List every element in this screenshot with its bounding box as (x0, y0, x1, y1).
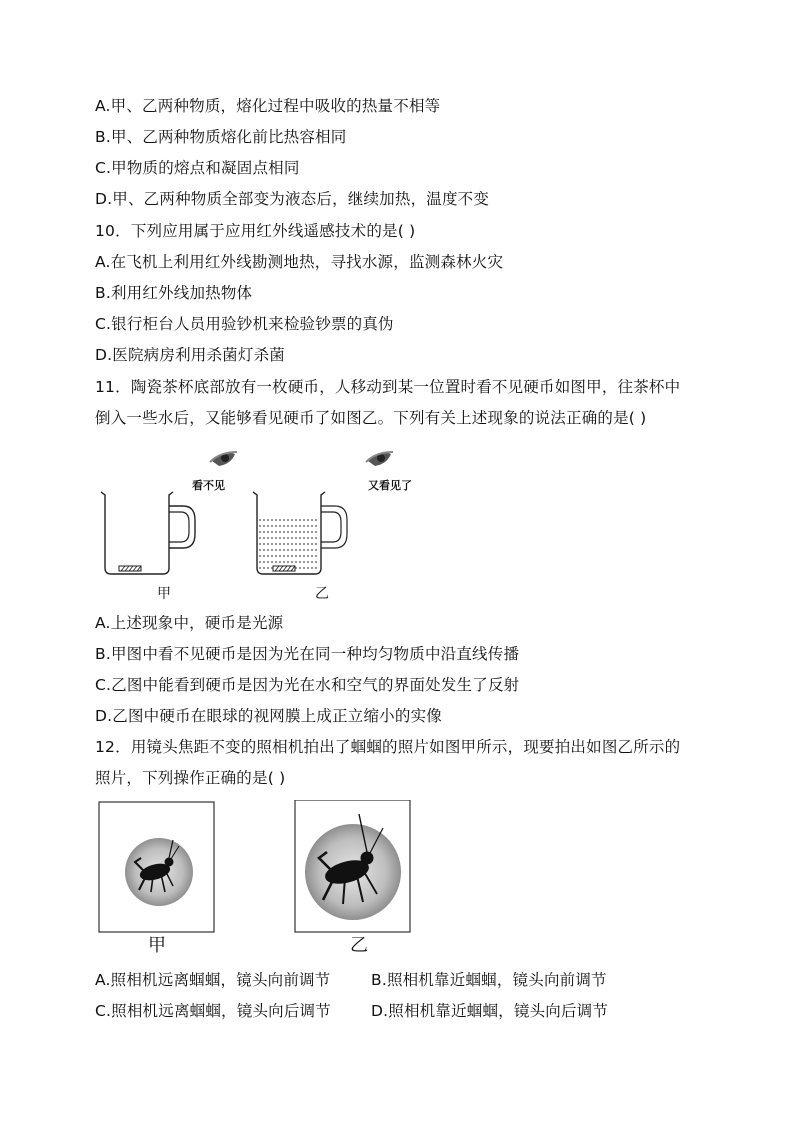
cup-left (101, 492, 195, 574)
q12-option-b: B.照相机靠近蝈蝈，镜头向前调节 (371, 971, 607, 989)
q11-stem-line2: 倒入一些水后，又能够看见硬币了如图乙。下列有关上述现象的说法正确的是( ) (95, 409, 647, 427)
q12-option-d: D.照相机靠近蝈蝈，镜头向后调节 (371, 1002, 609, 1020)
caption-yi-photo: 乙 (350, 935, 368, 956)
water (259, 520, 319, 568)
eye-icon-right (366, 452, 393, 466)
q10-option-b: B.利用红外线加热物体 (95, 284, 253, 302)
cup-right (253, 492, 347, 574)
q11-option-d: D.乙图中硬币在眼球的视网膜上成正立缩小的实像 (95, 707, 442, 725)
q10-option-d: D.医院病房利用杀菌灯杀菌 (95, 346, 285, 364)
q9-option-c: C.甲物质的熔点和凝固点相同 (95, 159, 300, 177)
q12-option-c: C.照相机远离蝈蝈，镜头向后调节 (95, 1002, 331, 1020)
grasshopper-figure (97, 800, 417, 936)
q12-stem-line2: 照片，下列操作正确的是( ) (95, 769, 286, 787)
caption-yi-cup: 乙 (315, 586, 329, 602)
q10-option-a: A.在飞机上利用红外线勘测地热，寻找水源，监测森林火灾 (95, 253, 504, 271)
q12-option-a: A.照相机远离蝈蝈，镜头向前调节 (95, 971, 331, 989)
eye-icon-left (210, 452, 237, 466)
q9-option-d: D.甲、乙两种物质全部变为液态后，继续加热，温度不变 (95, 190, 490, 208)
q11-option-b: B.甲图中看不见硬币是因为光在同一种均匀物质中沿直线传播 (95, 645, 520, 663)
photo-jia (99, 802, 214, 932)
q11-option-a: A.上述现象中，硬币是光源 (95, 614, 284, 632)
q11-option-c: C.乙图中能看到硬币是因为光在水和空气的界面处发生了反射 (95, 676, 520, 694)
q11-stem-line1: 11．陶瓷茶杯底部放有一枚硬币，人移动到某一位置时看不见硬币如图甲，往茶杯中 (95, 378, 681, 396)
q12-stem-line1: 12．用镜头焦距不变的照相机拍出了蝈蝈的照片如图甲所示，现要拍出如图乙所示的 (95, 738, 681, 756)
label-cannot-see: 看不见 (192, 479, 225, 492)
caption-jia-photo: 甲 (148, 935, 166, 956)
cup-figure (95, 440, 435, 610)
label-can-see-again: 又看见了 (368, 479, 412, 492)
photo-yi (295, 800, 410, 932)
q10-stem: 10．下列应用属于应用红外线遥感技术的是( ) (95, 222, 416, 240)
caption-jia-cup: 甲 (157, 586, 171, 602)
q9-option-b: B.甲、乙两种物质熔化前比热容相同 (95, 128, 347, 146)
q9-option-a: A.甲、乙两种物质，熔化过程中吸收的热量不相等 (95, 97, 441, 115)
q10-option-c: C.银行柜台人员用验钞机来检验钞票的真伪 (95, 315, 394, 333)
